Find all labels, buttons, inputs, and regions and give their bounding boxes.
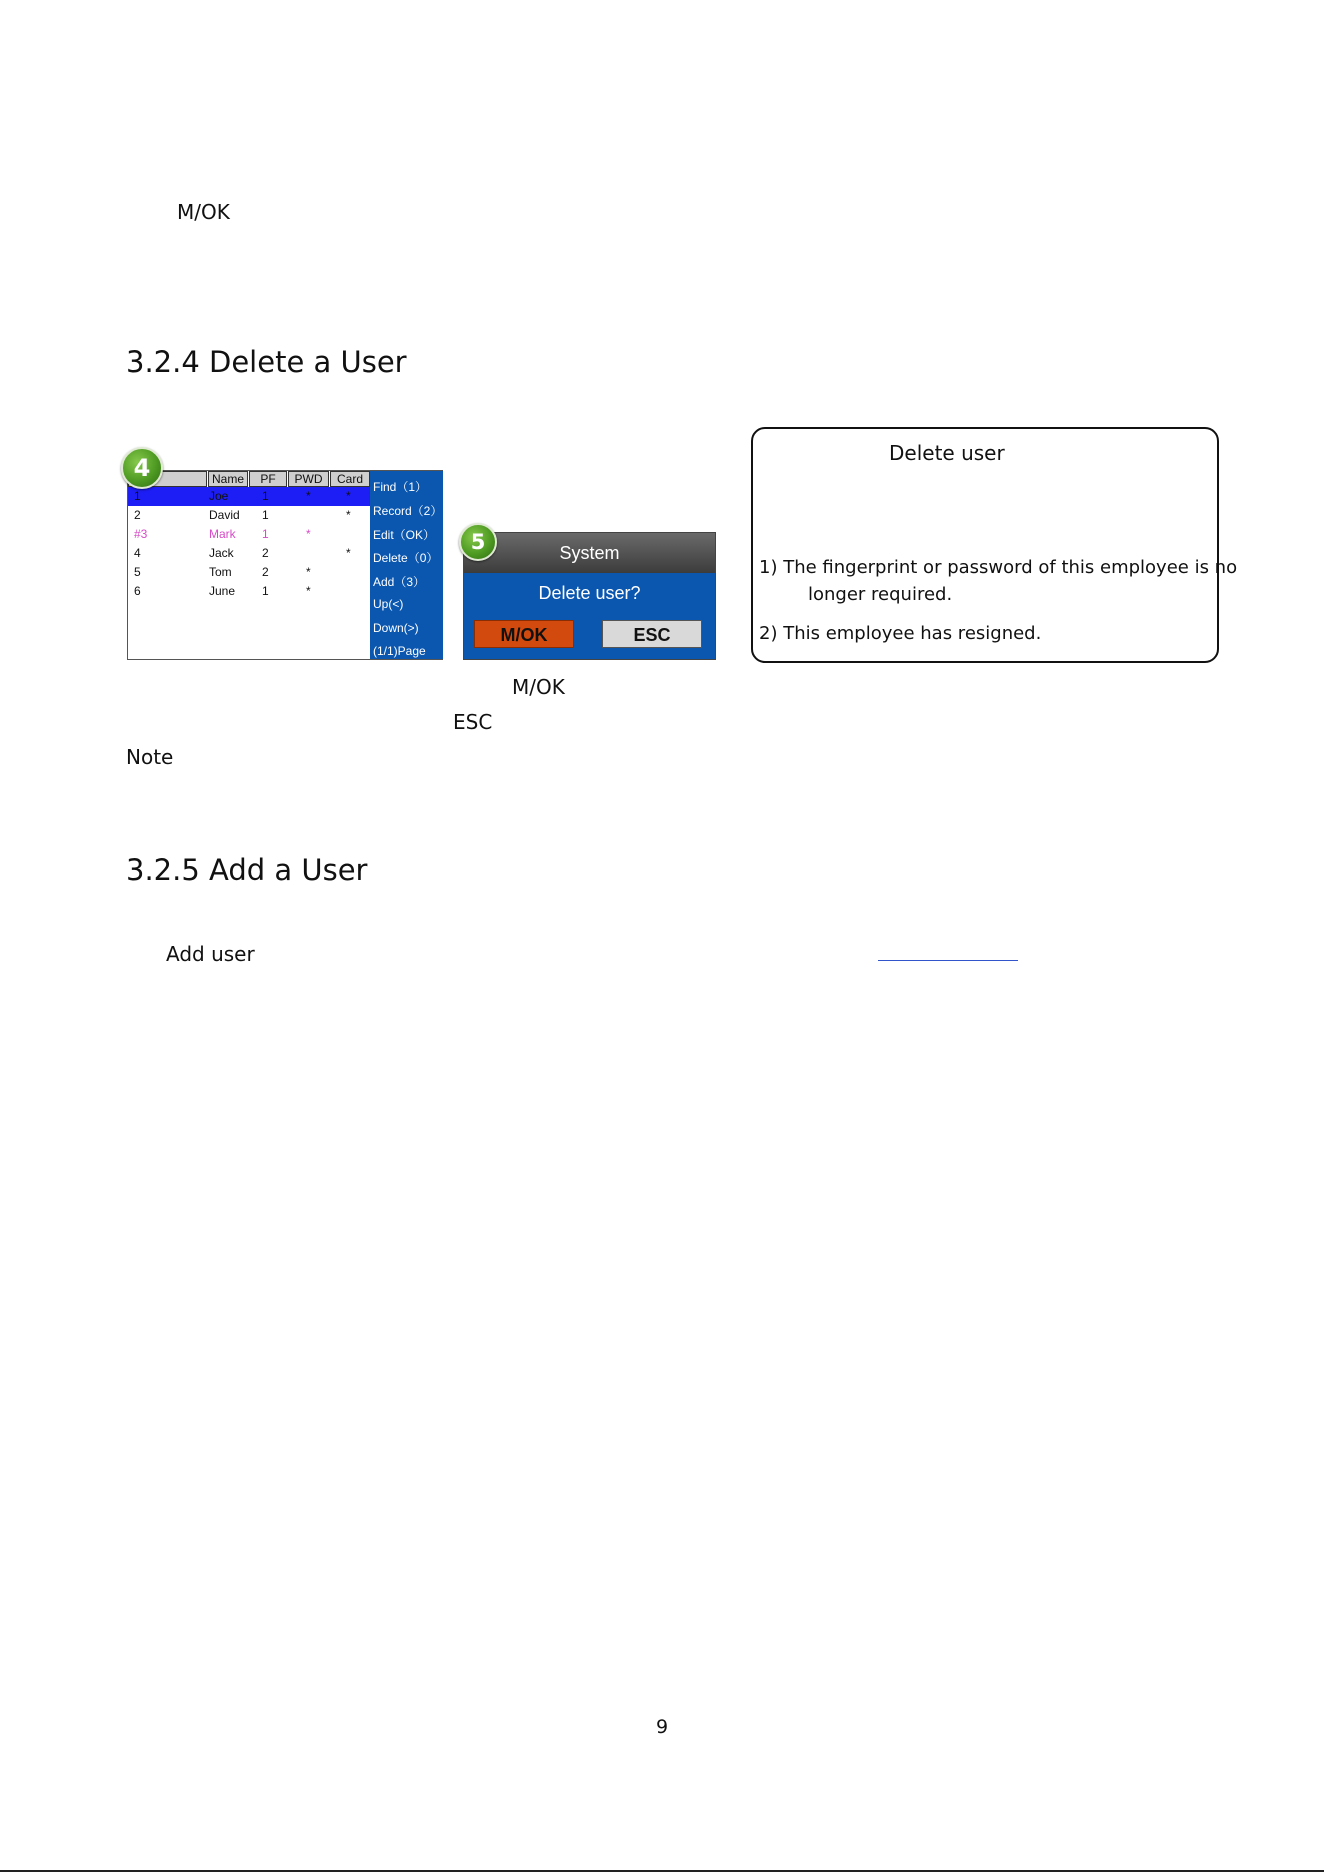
esc-key-label: ESC	[453, 710, 493, 734]
column-header-pf: PF	[249, 471, 287, 487]
row-name: Jack	[209, 546, 234, 560]
row-pwd: *	[306, 584, 311, 598]
dialog-title: System	[464, 533, 715, 573]
row-id: 5	[134, 565, 141, 579]
row-pf: 1	[262, 508, 269, 522]
row-name: David	[209, 508, 240, 522]
row-pf: 2	[262, 565, 269, 579]
row-name: Mark	[209, 527, 236, 541]
table-row[interactable]	[128, 582, 370, 601]
delete-confirm-dialog	[463, 532, 716, 660]
mok-key-label: M/OK	[177, 200, 230, 224]
section-heading-add-user: 3.2.5 Add a User	[126, 853, 368, 887]
row-card: *	[346, 489, 351, 503]
column-header-card: Card	[330, 471, 370, 487]
ok-button[interactable]: M/OK	[474, 620, 574, 648]
row-pf: 1	[262, 584, 269, 598]
dialog-message: Delete user?	[538, 583, 641, 603]
row-card: *	[346, 546, 351, 560]
row-name: Joe	[209, 489, 229, 503]
row-pwd: *	[306, 527, 311, 541]
table-row[interactable]	[128, 506, 370, 525]
menu-item-add[interactable]: Add（3）	[373, 575, 426, 589]
row-name: Tom	[209, 565, 232, 579]
row-card: *	[346, 508, 351, 522]
user-list-menu	[370, 471, 443, 659]
hyperlink-underline[interactable]	[878, 960, 1018, 961]
menu-item-delete[interactable]: Delete（0）	[373, 551, 439, 565]
row-pwd: *	[306, 565, 311, 579]
step-4-badge: 4	[121, 447, 163, 489]
delete-user-note-box	[751, 427, 1238, 663]
column-header-name: Name	[208, 471, 248, 487]
row-id: 4	[134, 546, 141, 560]
note-box-title: Delete user	[889, 441, 1005, 465]
row-pf: 2	[262, 546, 269, 560]
column-header-pwd: PWD	[288, 471, 329, 487]
row-id: #3	[134, 527, 148, 541]
table-row[interactable]	[128, 544, 370, 563]
table-row[interactable]	[128, 563, 370, 582]
row-id: 2	[134, 508, 141, 522]
note-item-1: 1) The fingerprint or password of this employee is no	[759, 557, 1238, 578]
table-row[interactable]	[128, 525, 370, 544]
add-user-label: Add user	[166, 942, 255, 966]
row-id: 6	[134, 584, 141, 598]
user-list-screen	[127, 470, 443, 660]
menu-item-down[interactable]: Down(>)	[373, 621, 419, 635]
row-pf: 1	[262, 489, 269, 503]
section-heading-delete-user: 3.2.4 Delete a User	[126, 345, 407, 379]
menu-item-record[interactable]: Record（2）	[373, 504, 443, 518]
menu-item-up[interactable]: Up(<)	[373, 597, 404, 611]
menu-item-find[interactable]: Find（1）	[373, 480, 428, 494]
step-5-badge: 5	[459, 523, 497, 561]
note-item-1-continued: longer required.	[808, 584, 953, 605]
row-pwd: *	[306, 489, 311, 503]
row-pf: 1	[262, 527, 269, 541]
esc-button[interactable]: ESC	[602, 620, 702, 648]
menu-item-page: (1/1)Page	[373, 644, 426, 658]
table-row[interactable]	[128, 487, 370, 506]
row-name: June	[209, 584, 236, 598]
mok-key-label: M/OK	[512, 675, 565, 699]
note-item-2: 2) This employee has resigned.	[759, 623, 1042, 644]
row-id: 1	[134, 489, 141, 503]
menu-item-edit[interactable]: Edit（OK）	[373, 528, 436, 542]
note-label: Note	[126, 745, 174, 769]
page-number: 9	[656, 1716, 669, 1738]
user-table	[128, 471, 370, 659]
